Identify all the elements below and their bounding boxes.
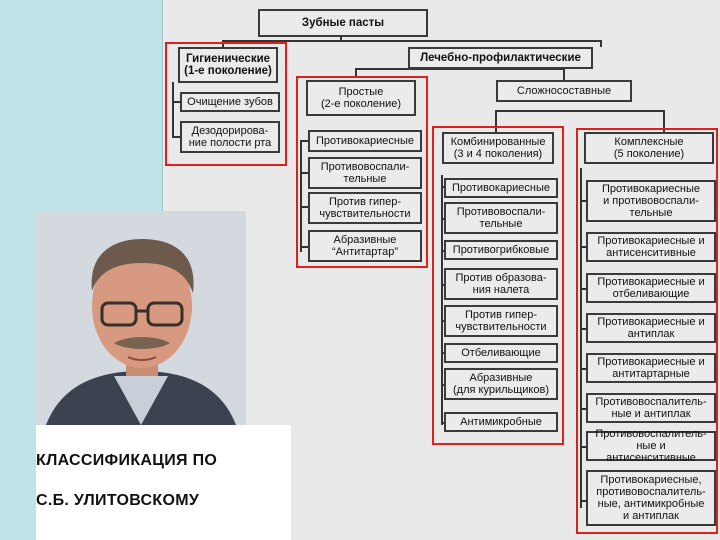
simple-item-abrasive: Абразивные “Антитартар” <box>308 230 422 262</box>
combined-item-anticaries: Противокариесные <box>444 178 558 198</box>
combined-title: Комбинированные (3 и 4 поколения) <box>442 132 554 164</box>
complex-item-5: Противокариесные и антитартарные <box>586 353 716 383</box>
complex-item-4: Противокариесные и антиплак <box>586 313 716 343</box>
complex-composite-node: Сложносоставные <box>496 80 632 102</box>
complex-item-3: Противокариесные и отбеливающие <box>586 273 716 303</box>
connector-line <box>495 110 665 112</box>
root-node: Зубные пасты <box>258 9 428 37</box>
simple-item-antiinflammatory: Противовоспали- тельные <box>308 157 422 189</box>
hygienic-title: Гигиенические (1-е поколение) <box>178 47 278 83</box>
simple-item-anticaries: Противокариесные <box>308 130 422 152</box>
hygienic-item-deodorizing: Дезодорирова- ние полости рта <box>180 121 280 153</box>
combined-item-antimicrobial: Антимикробные <box>444 412 558 432</box>
complex-item-7: Противовоспалитель- ные и антисенситивные <box>586 431 716 461</box>
hygienic-item-cleaning: Очищение зубов <box>180 92 280 112</box>
combined-item-whitening: Отбеливающие <box>444 343 558 363</box>
combined-item-antiinflammatory: Противовоспали- тельные <box>444 202 558 234</box>
caption-line-2: С.Б. УЛИТОВСКОМУ <box>36 492 200 509</box>
connector-line <box>563 68 565 80</box>
complex-item-1: Противокариесные и противовоспали- тельные <box>586 180 716 222</box>
simple-title: Простые (2-е поколение) <box>306 80 416 116</box>
therapeutic-node: Лечебно-профилактические <box>408 47 593 69</box>
portrait-photo <box>36 211 246 425</box>
combined-item-antifungal: Противогрибковые <box>444 240 558 260</box>
caption-panel <box>36 425 291 540</box>
combined-item-abrasive: Абразивные (для курильщиков) <box>444 368 558 400</box>
complex-item-8: Противокариесные, противовоспалитель- ные, антимикробные и антиплак <box>586 470 716 526</box>
combined-item-antiplaque: Против образова- ния налета <box>444 268 558 300</box>
complex-item-2: Противокариесные и антисенситивные <box>586 232 716 262</box>
combined-item-hypersensitivity: Против гипер- чувствительности <box>444 305 558 337</box>
complex-item-6: Противовоспалитель- ные и антиплак <box>586 393 716 423</box>
complex-title: Комплексные (5 поколение) <box>584 132 714 164</box>
simple-item-hypersensitivity: Против гипер- чувствительности <box>308 192 422 224</box>
caption-line-1: КЛАССИФИКАЦИЯ ПО <box>36 452 218 469</box>
connector-line <box>600 40 602 47</box>
